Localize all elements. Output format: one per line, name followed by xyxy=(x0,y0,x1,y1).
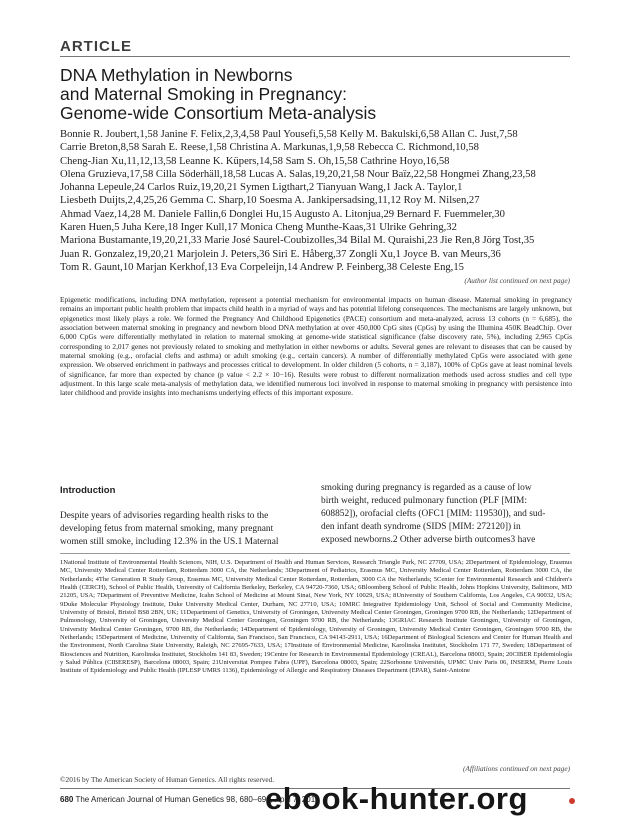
author-continued-note: (Author list continued on next page) xyxy=(464,276,570,285)
intro-heading: Introduction xyxy=(60,485,116,496)
copyright-notice: ©2016 by The American Society of Human Genetics. All rights reserved. xyxy=(60,775,275,784)
affiliations: 1National Institute of Environmental Health Sciences, NIH, U.S. Department of Health and Human Services, Research Triangle Park, NC 27709, USA; 2Department of Epidemiology, Erasmus MC, University Medical Center Rotterdam, Rotterdam 3000 CA, the Netherlands; 3Department of Pediatrics, Erasmus MC, University Medical Center Rotterdam, Rotterdam 3000 CA, the Netherlands; 4The Generation R Study Group, Erasmus MC, University Medical Center Rotterdam, Rotterdam, 3000 CA the Netherlands; 5Center for Environmental Research and Children's Health (CERCH), School of Public Health, University of California Berkeley, Berkeley, CA 94720-7360, USA; 6Bloomberg School of Public Health, Johns Hopkins University, Baltimore, MD 21205, USA; 7Department of Preventive Medicine, Icahn School of Medicine at Mount Sinai, New York, NY 10029, USA; 8University of Southern California, Los Angeles, CA 90032, USA; 9Duke Molecular Physiology Institute, Duke University Medical Center, Durham, NC 27710, USA; 10MRC Integrative Epidemiology Unit, School of Social and Community Medicine, University of Bristol, Bristol BS8 2BN, UK; 11Department of Genetics, University of Groningen, University Medical Center Groningen, Groningen 9700 RB, the Netherlands; 12Department of Pulmonology, University of Groningen, University Medical Center Groningen, Groningen 9700 RB, the Netherlands; 13GRIAC Research Institute Groningen, University of Groningen, University Medical Center Groningen, 9700 RB, the Netherlands; 14Department of Epidemiology, University of Groningen, University Medical Center Groningen, Groningen 9700 RB, the Netherlands; 15Department of Medicine, University of California, San Francisco, San Francisco, CA 94143-2911, USA; 16Department of Biological Sciences and Center for Human Health and the Environment, North Carolina State University, Raleigh, NC 27695-7633, USA; 17Institute of Environmental Medicine, Karolinska Institutet, Stockholm 171 77, Sweden; 18Department of Biosciences and Nutrition, Karolinska Institutet, Stockholm 141 83, Sweden; 19Centre for Research in Environmental Epidemiology (CREAL), Barcelona 08003, Spain; 20CIBER Epidemiología y Salud Pública (CIBERESP), Barcelona 08003, Spain; 21Universitat Pompeu Fabra (UPF), Barcelona 08003, Spain; 22Sorbonne Universités, UPMC Univ Paris 06, INSERM, Pierre Louis Institute of Epidemiology and Public Health (IPLESP UMRS 1136), Epidemiology of Allergic and Respiratory Diseases Department (EPAR), Saint-Antoine xyxy=(60,559,572,675)
affiliations-divider xyxy=(60,553,570,554)
author-line: Ahmad Vaez,14,28 M. Daniele Fallin,6 Donglei Hu,15 Augusto A. Litonjua,29 Bernard F. Fuemmeler,30 xyxy=(60,208,505,220)
author-line: Bonnie R. Joubert,1,58 Janine F. Felix,2,3,4,58 Paul Yousefi,5,58 Kelly M. Bakulski,6,58 Allan C. Just,7,58 xyxy=(60,129,518,140)
body-line: birth weight, reduced pulmonary function (PLF [MIM: xyxy=(321,496,527,506)
author-line: Cheng-Jian Xu,11,12,13,58 Leanne K. Küpers,14,58 Sam S. Oh,15,58 Cathrine Hoyo,16,58 xyxy=(60,155,450,167)
body-line: exposed newborns.2 Other adverse birth outcomes3 have xyxy=(321,535,536,545)
watermark-dot-icon xyxy=(569,798,575,804)
abstract: Epigenetic modifications, including DNA methylation, represent a potential mechanism for environmental impacts on human disease. Maternal smoking in pregnancy remains an important public health problem that impacts child health in a myriad of ways and has potential lifelong consequences. The mechanisms are largely unknown, but epigenetics most likely plays a role. We formed the Pregnancy And Childhood Epigenetics (PACE) consortium and meta-analyzed, across 13 cohorts (n = 6,685), the association between maternal smoking in pregnancy and newborn blood DNA methylation at over 450,000 CpG sites (CpGs) by using the Illumina 450K BeadChip. Over 6,000 CpGs were differentially methylated in relation to maternal smoking at genome-wide statistical significance (false discovery rate, 5%), including 2,965 CpGs corresponding to 2,017 genes not previously related to smoking and methylation in either newborns or adults. Several genes are relevant to diseases that can be caused by maternal smoking (e.g., orofacial clefts and asthma) or adult smoking (e.g., certain cancers). A number of differentially methylated CpGs were associated with gene expression. We observed enrichment in pathways and processes critical to development. In older children (5 cohorts, n = 3,187), 100% of CpGs gave at least nominal levels of significance, far more than expected by chance (p value < 2.2 × 10−16). Results were robust to different normalization methods used across studies and cell type adjustment. In this large scale meta-analysis of methylation data, we identified numerous loci involved in response to maternal smoking in pregnancy with persistence into later childhood and provide insights into mechanisms underlying effects of this important exposure. xyxy=(60,295,572,398)
body-line: Despite years of advisories regarding health risks to the xyxy=(60,511,269,521)
article-title xyxy=(60,66,480,123)
title-line: and Maternal Smoking in Pregnancy: xyxy=(60,84,347,104)
title-line: Genome-wide Consortium Meta-analysis xyxy=(60,103,377,123)
section-label: ARTICLE xyxy=(60,38,132,55)
body-left-column xyxy=(60,510,305,549)
body-line: smoking during pregnancy is regarded as a cause of low xyxy=(321,483,532,493)
journal-citation: The American Journal of Human Genetics 98, 680–696, April 7, 2016 xyxy=(75,795,320,804)
author-line: Juan R. Gonzalez,19,20,21 Marjolein J. Peters,36 Siri E. Håberg,37 Zongli Xu,1 Joyce B. van Meurs,36 xyxy=(60,248,501,260)
body-line: developing fetus from maternal smoking, many pregnant xyxy=(60,524,274,534)
title-line: DNA Methylation in Newborns xyxy=(60,65,293,85)
author-line: Liesbeth Duijts,2,4,25,26 Gemma C. Sharp,10 Soesma A. Jankipersadsing,11,12 Roy M. Nilsen,27 xyxy=(60,195,480,207)
body-line: women still smoke, including 12.3% in the US.1 Maternal xyxy=(60,537,279,547)
author-line: Karen Huen,5 Juha Kere,18 Inger Kull,17 Monica Cheng Munthe-Kaas,31 Ulrike Gehring,32 xyxy=(60,222,457,234)
body-line: den infant death syndrome (SIDS [MIM: 272120]) in xyxy=(321,522,521,532)
author-line: Carrie Breton,8,58 Sarah E. Reese,1,58 Christina A. Markunas,1,9,58 Rebecca C. Richmond,10,58 xyxy=(60,142,479,154)
affiliations-continued-note: (Affiliations continued on next page) xyxy=(463,764,570,773)
author-line: Tom R. Gaunt,10 Marjan Kerkhof,13 Eva Corpeleijn,14 Andrew P. Feinberg,38 Celeste Eng,15 xyxy=(60,261,464,273)
watermark: ebook-hunter.org xyxy=(265,781,528,816)
author-line: Johanna Lepeule,24 Carlos Ruiz,19,20,21 Symen Ligthart,2 Tianyuan Wang,1 Jack A. Taylor,1 xyxy=(60,182,463,194)
body-line: 608852]), orofacial clefts (OFC1 [MIM: 119530]), and sud- xyxy=(321,509,546,519)
author-list xyxy=(60,128,572,274)
author-line: Mariona Bustamante,19,20,21,33 Marie José Saurel-Coubizolles,34 Bilal M. Quraishi,23 Jie Ren,8 Jörg Tost,35 xyxy=(60,235,535,247)
header-divider xyxy=(60,56,570,57)
page-number: 680 xyxy=(60,795,74,804)
author-line: Olena Gruzieva,17,58 Cilla Söderhäll,18,58 Lucas A. Salas,19,20,21,58 Nour Baïz,22,58 Hongmei Zhang,23,58 xyxy=(60,168,536,180)
body-right-column xyxy=(321,482,571,547)
